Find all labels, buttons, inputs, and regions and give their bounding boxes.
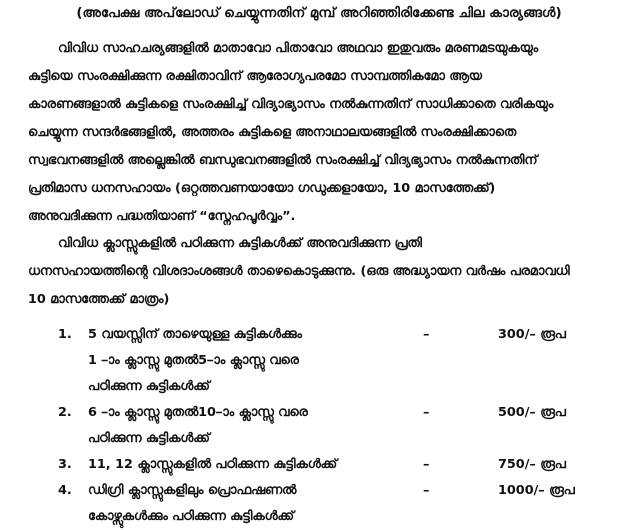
item-dash: – [423,327,430,342]
list-item [58,322,638,348]
item-text: പഠിക്കുന്ന കുട്ടികൾക്ക് [88,379,210,394]
item-dash: – [423,457,430,472]
item-amount: 750/– രൂപ [498,457,566,472]
list-item-continuation [58,348,638,374]
item-amount: 300/– രൂപ [498,327,566,342]
item-number: 1. [58,327,72,342]
item-text: പഠിക്കുന്ന കുട്ടികൾക്ക് [88,431,210,446]
list-item-continuation [58,504,638,530]
list-item-continuation [58,374,638,400]
paragraph-line: ചെയ്യുന്ന സന്ദർഭങ്ങളിൽ, അത്തരം കുട്ടികളെ അനാഥാലയങ്ങളിൽ സംരക്ഷിക്കാതെ [28,125,517,140]
paragraph-line: ധനസഹായത്തിന്റെ വിശദാംശങ്ങൾ താഴെകൊടുക്കുന്നു. (ഒരു അദ്ധ്യായന വർഷം പരമാവധി [28,264,570,279]
list-item [58,478,638,504]
item-text: 5 വയസ്സിന് താഴെയുള്ള കുട്ടികൾക്കും [88,327,302,342]
paragraph-line: 10 മാസത്തേക്ക് മാത്രം) [28,292,170,307]
paragraph-line: കുട്ടിയെ സംരക്ഷിക്കുന്ന രക്ഷിതാവിന് ആരോഗ്യപരമോ സാമ്പത്തികമോ ആയ [28,69,482,84]
intro-paragraph [28,35,638,231]
item-dash: – [423,483,430,498]
paragraph-line: വിവിധ സാഹചര്യങ്ങളിൽ മാതാവോ പിതാവോ അഥവാ ഇതുവരും മരണമടയുകയും [58,41,539,56]
paragraph-line: പ്രതിമാസ ധനസഹായം (ഒറ്റത്തവണയായോ ഗഡുക്കളായോ, 10 മാസത്തേക്ക്) [28,181,496,196]
list-item-continuation [58,426,638,452]
paragraph-line: കാരണങ്ങളാൽ കുട്ടികളെ സംരക്ഷിച്ച് വിദ്യാഭ്യാസം നൽകുന്നതിന് സാധിക്കാതെ വരികയും [28,97,554,112]
item-number: 4. [58,483,72,498]
list-item [58,452,638,478]
item-dash: – [423,405,430,420]
item-number: 3. [58,457,72,472]
item-amount: 500/– രൂപ [498,405,566,420]
item-text: കോഴ്സുകൾക്കും പഠിക്കുന്ന കുട്ടികൾക്ക് [88,509,294,524]
item-text: 6 –ാം ക്ലാസ്സു മുതൽ10–ാം ക്ലാസ്സു വരെ [88,405,308,420]
list-item [58,400,638,426]
item-text: 1 –ാം ക്ലാസ്സു മുതൽ5–ാം ക്ലാസ്സു വരെ [88,353,299,368]
paragraph-line: സ്വഭവനങ്ങളിൽ അല്ലെങ്കിൽ ബന്ധുഭവനങ്ങളിൽ സംരക്ഷിച്ച് വിദ്യഭ്യാസം നൽകുന്നതിന് [28,153,538,168]
paragraph-line: വിവിധ ക്ലാസ്സുകളിൽ പഠിക്കുന്ന കുട്ടികൾക്ക് അനുവദിക്കുന്ന പ്രതി [58,236,422,251]
item-number: 2. [58,405,72,420]
assistance-list [58,322,638,530]
item-text: 11, 12 ക്ലാസ്സുകളിൽ പഠിക്കുന്ന കുട്ടികൾക്ക് [88,457,337,472]
paragraph-line: അനുവദിക്കുന്ന പദ്ധതിയാണ് “സ്നേഹപൂർവ്വം”. [28,209,296,224]
item-amount: 1000/– രൂപ [498,483,575,498]
details-paragraph [28,230,638,314]
document-heading: (അപേക്ഷ അപ്‌ലോഡ് ചെയ്യുന്നതിന് മുമ്പ് അറിഞ്ഞിരിക്കേണ്ട ചില കാര്യങ്ങൾ) [76,5,562,21]
item-text: ഡിഗ്രി ക്ലാസ്സുകളിലും പ്രൊഫഷണൽ [88,483,297,498]
